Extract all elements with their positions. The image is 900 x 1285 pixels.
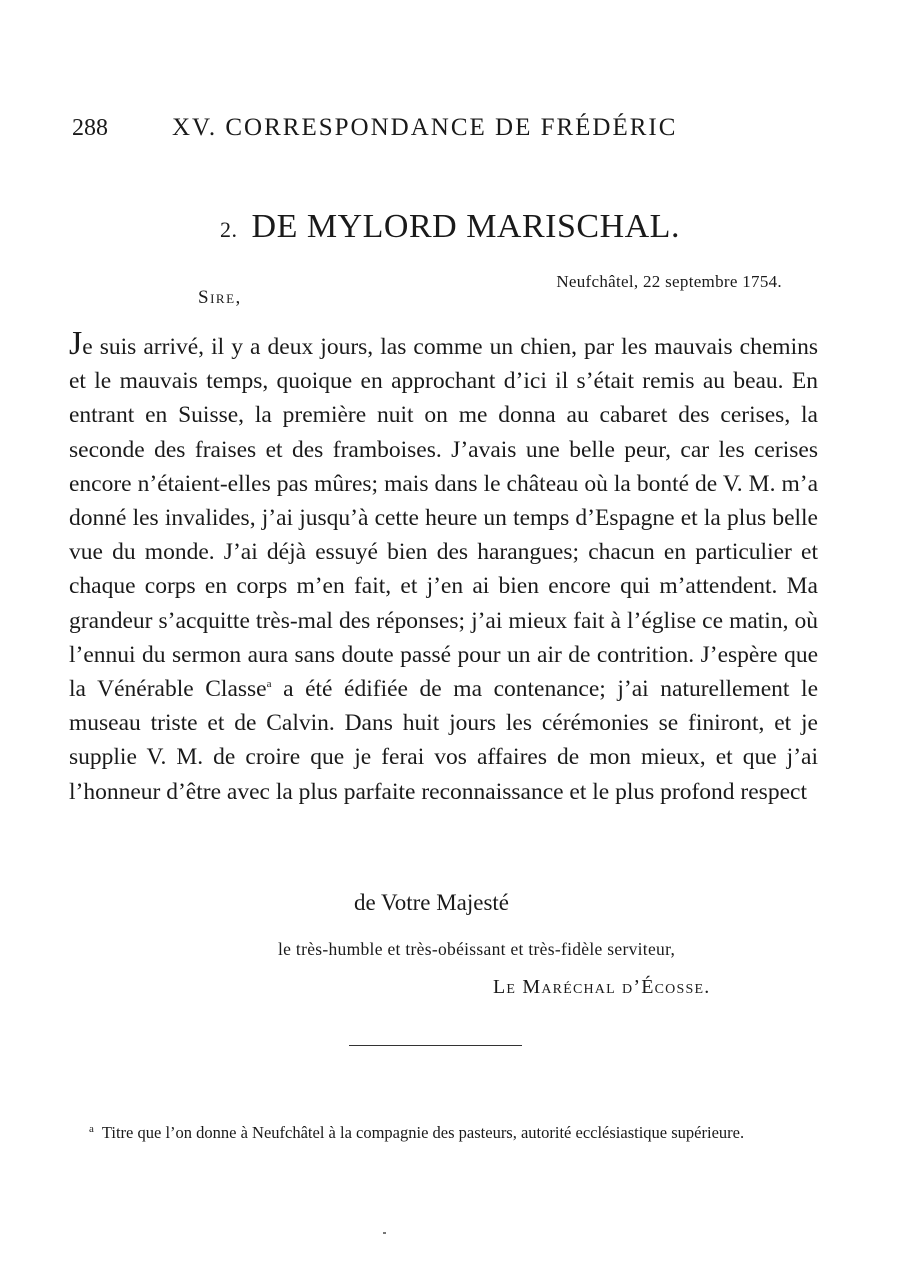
letter-title: DE MYLORD MARISCHAL. [251, 208, 680, 245]
footnote [66, 1118, 816, 1144]
running-head-title: XV. CORRESPONDANCE DE FRÉDÉRIC [172, 114, 678, 141]
letter-body [69, 325, 818, 809]
footnote-reference: a [266, 678, 272, 691]
footnote-mark: a [89, 1123, 94, 1135]
subscription-line: le très-humble et très-obéissant et très-fidèle serviteur, [278, 939, 676, 959]
page-speck [383, 1232, 386, 1234]
signature: Le Maréchal d’Écosse. [493, 976, 711, 998]
dateline: Neufchâtel, 22 septembre 1754. [556, 272, 782, 291]
separator-rule [349, 1045, 522, 1046]
letter-body-part-2: a été édifiée de ma contenance; j’ai naturellement le museau triste et de Calvin. Dans huit jours les cérémonies se finiront, et je supplie V. M. de croire que je ferai vos affaires de mon mieux, et que j’ai l’honneur d’être avec la plus parfaite reconnaissance et le plus profond respect [69, 676, 818, 805]
letter-number: 2. [220, 217, 238, 242]
initial-letter: J [69, 325, 83, 362]
running-head [72, 114, 732, 142]
letter-heading [0, 208, 900, 246]
page-number: 288 [72, 115, 108, 141]
letter-body-part-1: e suis arrivé, il y a deux jours, las comme un chien, par les mauvais chemins et le mauvais temps, quoique en approchant d’ici il s’était remis au beau. En entrant en Suisse, la première nuit on me donna au cabaret des cerises, la seconde des fraises et des framboises. J’avais une belle peur, car les cerises encore n’étaient-elles pas mûres; mais dans le château où la bonté de V. M. m’a donné les invalides, j’ai jusqu’à cette heure un temps d’Espagne et la plus belle vue du monde. J’ai déjà essuyé bien des harangues; chacun en particulier et chaque corps en corps m’en fait, et j’en ai bien encore qui m’attendent. Ma grandeur s’acquitte très-mal des réponses; j’ai mieux fait à l’église ce matin, où l’ennui du sermon aura sans doute passé pour un air de contrition. J’espère que la Vénérable Classe [69, 334, 818, 703]
closing-line: de Votre Majesté [354, 890, 510, 915]
footnote-text: Titre que l’on donne à Neufchâtel à la compagnie des pasteurs, autorité ecclésiastique supérieure. [101, 1123, 745, 1142]
salutation: Sire, [198, 287, 242, 308]
